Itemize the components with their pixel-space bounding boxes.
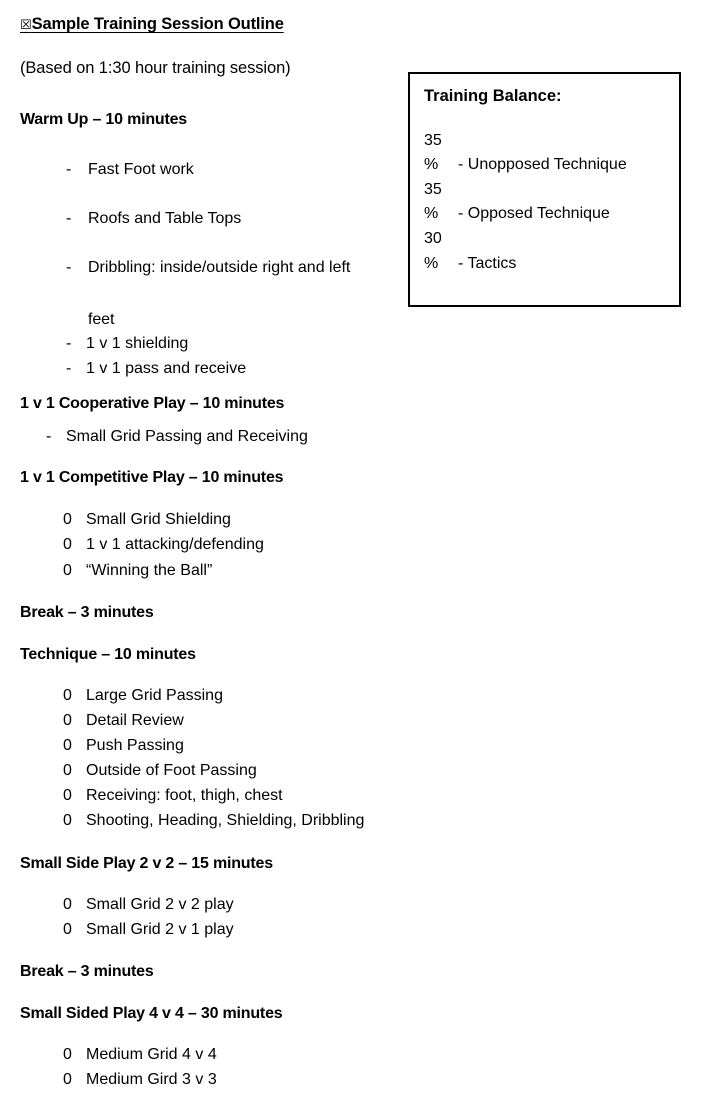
page-title: [20, 16, 284, 33]
list-item: [63, 563, 212, 579]
list-item: [63, 897, 234, 913]
section-heading-competitive-play: 1 v 1 Competitive Play – 10 minutes: [20, 469, 284, 486]
training-balance-label: - Tactics: [458, 255, 517, 272]
section-heading-break-1: Break – 3 minutes: [20, 604, 154, 621]
list-item: [63, 813, 364, 829]
bullet-marker: -: [66, 360, 72, 377]
bullet-marker: -: [66, 259, 72, 276]
list-item: [46, 429, 308, 445]
training-balance-label: - Unopposed Technique: [458, 156, 627, 173]
section-heading-cooperative-play: 1 v 1 Cooperative Play – 10 minutes: [20, 395, 285, 412]
training-balance-label: - Opposed Technique: [458, 205, 610, 222]
list-item-label: 1 v 1 attacking/defending: [86, 536, 264, 553]
list-item-label: “Winning the Ball”: [86, 562, 213, 579]
list-item: [66, 162, 194, 178]
bullet-marker: -: [66, 210, 72, 227]
training-balance-unit: %: [424, 205, 439, 222]
bullet-marker: 0: [63, 921, 72, 938]
list-item: [63, 738, 184, 754]
list-item: [63, 1047, 217, 1063]
list-item-label: Detail Review: [86, 712, 184, 729]
list-item-label: Small Grid 2 v 2 play: [86, 896, 234, 913]
subtitle: (Based on 1:30 hour training session): [20, 59, 291, 77]
bullet-marker: 0: [63, 812, 72, 829]
section-heading-small-side-play-2v2: Small Side Play 2 v 2 – 15 minutes: [20, 855, 273, 872]
list-item-label: Outside of Foot Passing: [86, 762, 257, 779]
bullet-marker: 0: [63, 712, 72, 729]
list-item: [66, 361, 246, 377]
section-heading-small-sided-play-4v4: Small Sided Play 4 v 4 – 30 minutes: [20, 1005, 283, 1022]
list-item: [63, 688, 223, 704]
training-balance-unit: %: [424, 255, 439, 272]
bullet-marker: 0: [63, 737, 72, 754]
training-balance-title: Training Balance:: [424, 87, 562, 105]
training-balance-box: [408, 72, 681, 307]
list-item-continuation: feet: [88, 311, 115, 328]
training-balance-percent: 35: [424, 181, 442, 198]
list-item-label: Shooting, Heading, Shielding, Dribbling: [86, 812, 365, 829]
list-item-label: Small Grid Shielding: [86, 511, 231, 528]
list-item-label: Medium Gird 3 v 3: [86, 1071, 217, 1088]
list-item-label: 1 v 1 pass and receive: [86, 360, 247, 377]
section-heading-break-2: Break – 3 minutes: [20, 963, 154, 980]
bullet-marker: -: [46, 428, 52, 445]
list-item-label: Roofs and Table Tops: [88, 210, 242, 227]
list-item: [63, 512, 231, 528]
list-item-label: Push Passing: [86, 737, 184, 754]
list-item: [66, 211, 241, 227]
bullet-marker: 0: [63, 687, 72, 704]
training-balance-percent: 30: [424, 230, 442, 247]
bullet-marker: 0: [63, 1046, 72, 1063]
section-heading-warm-up: Warm Up – 10 minutes: [20, 111, 188, 128]
bullet-marker: 0: [63, 562, 72, 579]
bullet-marker: 0: [63, 511, 72, 528]
section-heading-technique: Technique – 10 minutes: [20, 646, 196, 663]
bullet-marker: -: [66, 335, 72, 352]
list-item: [63, 713, 184, 729]
page-title-text: Sample Training Session Outline: [31, 15, 284, 33]
bullet-marker: 0: [63, 1071, 72, 1088]
list-item-label: Large Grid Passing: [86, 687, 223, 704]
bullet-marker: 0: [63, 787, 72, 804]
list-item: [66, 260, 350, 276]
bullet-marker: 0: [63, 762, 72, 779]
list-item-label: Receiving: foot, thigh, chest: [86, 787, 283, 804]
list-item-label: Dribbling: inside/outside right and left: [88, 259, 351, 276]
list-item: [66, 336, 188, 352]
missing-glyph-icon: ☒: [20, 18, 32, 33]
list-item-label: Medium Grid 4 v 4: [86, 1046, 217, 1063]
list-item: [63, 922, 234, 938]
list-item-label: 1 v 1 shielding: [86, 335, 189, 352]
list-item: [63, 788, 283, 804]
list-item: [63, 537, 264, 553]
training-balance-unit: %: [424, 156, 439, 173]
bullet-marker: -: [66, 161, 72, 178]
list-item-label: Small Grid 2 v 1 play: [86, 921, 234, 938]
bullet-marker: 0: [63, 896, 72, 913]
list-item-label: Fast Foot work: [88, 161, 194, 178]
bullet-marker: 0: [63, 536, 72, 553]
list-item-label: Small Grid Passing and Receiving: [66, 428, 308, 445]
list-item: [63, 1072, 217, 1088]
training-balance-percent: 35: [424, 132, 442, 149]
list-item: [63, 763, 257, 779]
